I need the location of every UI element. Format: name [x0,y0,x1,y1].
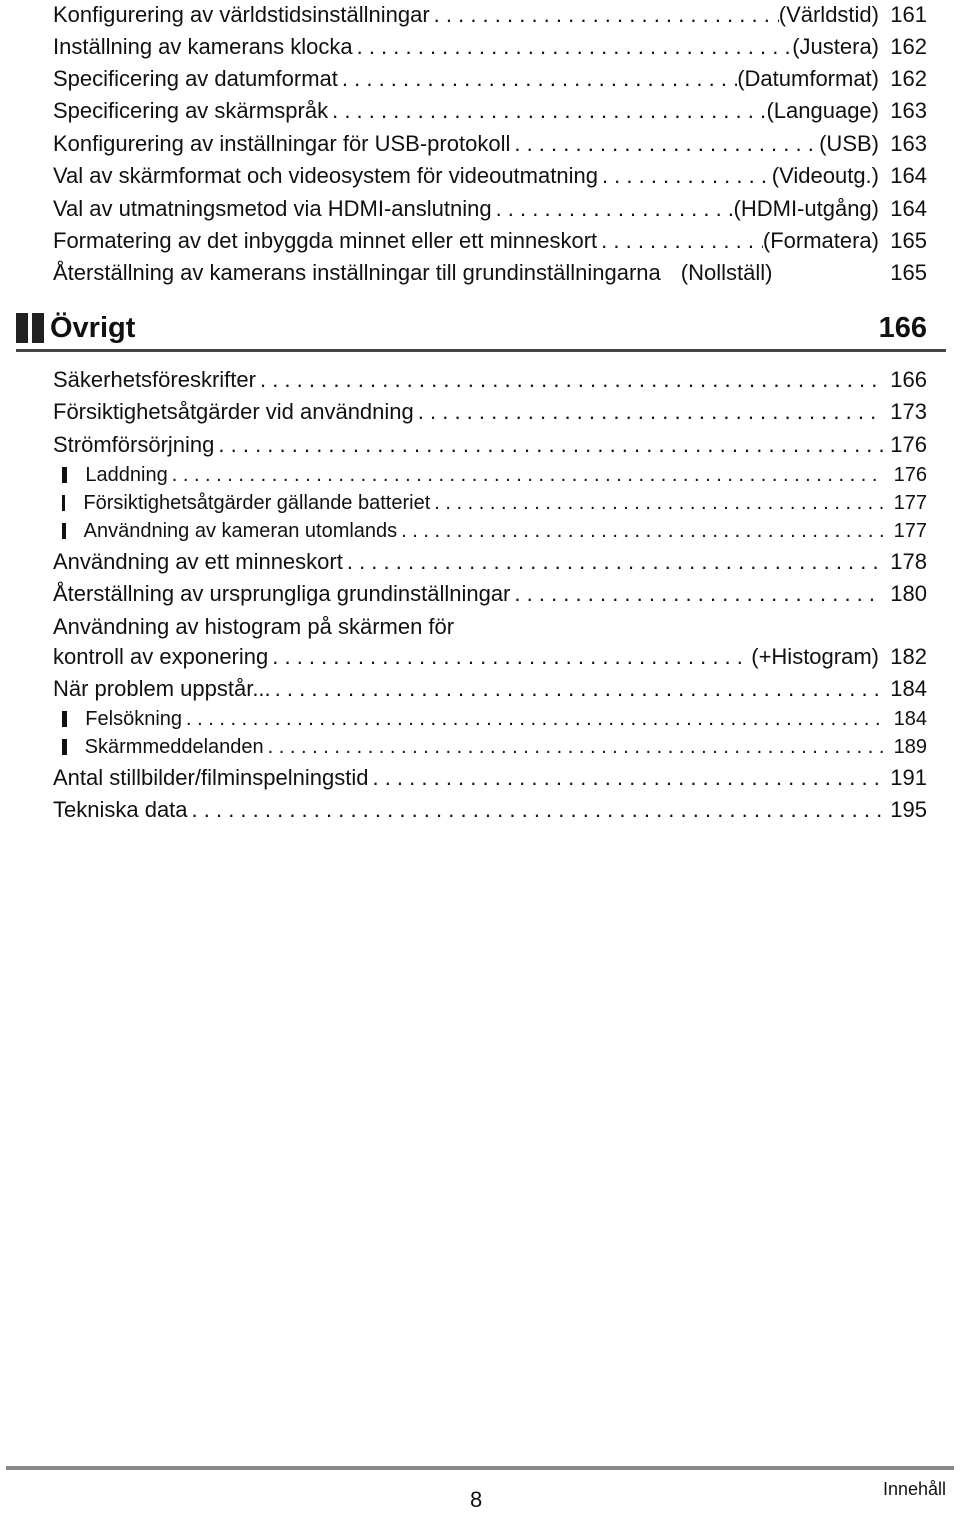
toc-subentry[interactable] [62,490,927,516]
toc-entry-page: 173 [890,399,927,424]
toc-entry-label: Skärmmeddelanden [84,736,264,758]
toc-entry-page: 166 [890,367,927,392]
toc-entry-label: Formatering av det inbyggda minnet eller ett minneskort [53,228,598,253]
dot-leader [338,64,737,94]
toc-entry-page: 162 [890,34,927,59]
dot-leader [256,365,883,395]
toc-entry-page: 164 [890,163,927,188]
toc-entry-label: Användning av kameran utomlands [83,520,398,542]
section-page: 166 [878,311,927,344]
toc-entry-page: 164 [890,196,927,221]
dot-leader [182,706,883,732]
toc-entry-tag: (Videoutg.) [771,163,879,188]
bullet-icon [62,739,67,755]
dot-leader [214,430,883,460]
toc-entry[interactable] [53,0,927,30]
toc-entry-page: 182 [890,644,927,669]
dot-leader [597,226,763,256]
footer-contents-link[interactable]: Innehåll [882,1479,946,1499]
toc-entry-page: 162 [890,66,927,91]
toc-entry-label: Konfigurering av världstidsinställningar [53,2,430,27]
toc-entry[interactable] [53,129,927,159]
toc-entry[interactable] [53,674,927,704]
toc-entry-label: Tekniska data [53,797,188,822]
toc-entry-label-line1[interactable]: Användning av histogram på skärmen för [53,614,455,639]
toc-entry-label: Återställning av ursprungliga grundinställningar [53,581,511,606]
toc-entry-page: 176 [893,464,927,486]
section-marker-icon [16,313,44,343]
toc-entry[interactable] [53,96,927,126]
toc-subentry[interactable] [62,462,927,488]
toc-entry-page: 189 [893,736,927,758]
dot-leader [430,490,883,516]
toc-entry-page: 178 [890,549,927,574]
toc-entry-label: Användning av ett minneskort [53,549,343,574]
toc-entry-page: 165 [890,260,927,285]
toc-entry-page: 177 [893,492,927,514]
dot-leader [598,161,772,191]
toc-entry-tag: (Nollställ) [680,260,773,285]
toc-entry-label: Val av skärmformat och videosystem för videoutmatning [53,163,598,188]
footer-divider [6,1466,954,1470]
toc-entry-tag: (Formatera) [762,228,879,253]
toc-entry-page: 163 [890,98,927,123]
toc-entry[interactable] [53,763,927,793]
section-title: Övrigt [50,311,136,344]
toc-entry-page: 191 [890,765,927,790]
dot-leader [510,579,883,609]
toc-subentry[interactable] [62,518,927,544]
toc-entry[interactable] [53,32,927,62]
dot-leader [268,642,751,672]
toc-entry-page: 177 [893,520,927,542]
toc-entry-page: 195 [890,797,927,822]
toc-entry-tag: (Justera) [792,34,879,59]
dot-leader [430,0,779,30]
section-heading[interactable] [16,306,927,350]
toc-entry-label: Återställning av kamerans inställningar till grundinställningarna [53,260,661,285]
toc-entry-label: Strömförsörjning [53,432,215,457]
toc-entry-label: Val av utmatningsmetod via HDMI-anslutning [53,196,492,221]
bullet-icon [62,523,66,539]
bullet-icon [62,495,65,511]
toc-entry[interactable] [53,161,927,191]
toc-entry-label: Konfigurering av inställningar för USB-protokoll [53,131,511,156]
toc-entry-label: Specificering av datumformat [53,66,338,91]
toc-entry-page: 163 [890,131,927,156]
dot-leader [328,96,766,126]
toc-entry-tag: (USB) [819,131,879,156]
toc-entry[interactable] [53,430,927,460]
dot-leader [271,674,883,704]
dot-leader [510,129,819,159]
toc-entry-tag: (Datumformat) [737,66,879,91]
toc-entry[interactable] [53,579,927,609]
toc-entry[interactable] [53,795,927,825]
toc-entry[interactable] [53,194,927,224]
toc-entry-label: Försiktighetsåtgärder gällande batteriet [83,492,431,514]
toc-entry[interactable] [53,258,927,288]
toc-entry-page: 184 [893,708,927,730]
toc-entry-tag: (HDMI-utgång) [733,196,879,221]
toc-entry-page: 165 [890,228,927,253]
toc-entry-tag: (Världstid) [778,2,879,27]
dot-leader [188,795,883,825]
toc-entry[interactable] [53,226,927,256]
dot-leader [368,763,883,793]
toc-entry[interactable] [53,64,927,94]
dot-leader [492,194,734,224]
toc-entry-label: Felsökning [85,708,183,730]
toc-subentry[interactable] [62,734,927,760]
toc-entry-page: 184 [890,676,927,701]
dot-leader [343,547,883,577]
toc-entry-page: 180 [890,581,927,606]
dot-leader [397,518,883,544]
toc-entry[interactable] [53,397,927,427]
dot-leader [414,397,883,427]
toc-entry-label: Inställning av kamerans klocka [53,34,353,59]
section-divider [16,349,946,352]
toc-subentry[interactable] [62,706,927,732]
toc-entry-label: När problem uppstår... [53,676,271,701]
toc-entry-label: kontroll av exponering [53,644,269,669]
dot-leader [168,462,883,488]
toc-entry-label: Antal stillbilder/filminspelningstid [53,765,369,790]
dot-leader [264,734,883,760]
bullet-icon [62,711,67,727]
toc-entry-label: Säkerhetsföreskrifter [53,367,256,392]
footer-page-number: 8 [470,1487,483,1512]
toc-entry[interactable] [53,547,927,577]
toc-entry-label: Laddning [85,464,168,486]
dot-leader [353,32,793,62]
toc-entry-label: Försiktighetsåtgärder vid användning [53,399,414,424]
toc-entry-page: 176 [890,432,927,457]
toc-entry[interactable] [53,642,927,672]
toc-entry[interactable] [53,365,927,395]
bullet-icon [62,467,67,483]
toc-entry-label: Specificering av skärmspråk [53,98,329,123]
toc-entry-tag: (Language) [766,98,879,123]
toc-entry-tag: (+Histogram) [751,644,879,669]
toc-entry-page: 161 [890,2,927,27]
